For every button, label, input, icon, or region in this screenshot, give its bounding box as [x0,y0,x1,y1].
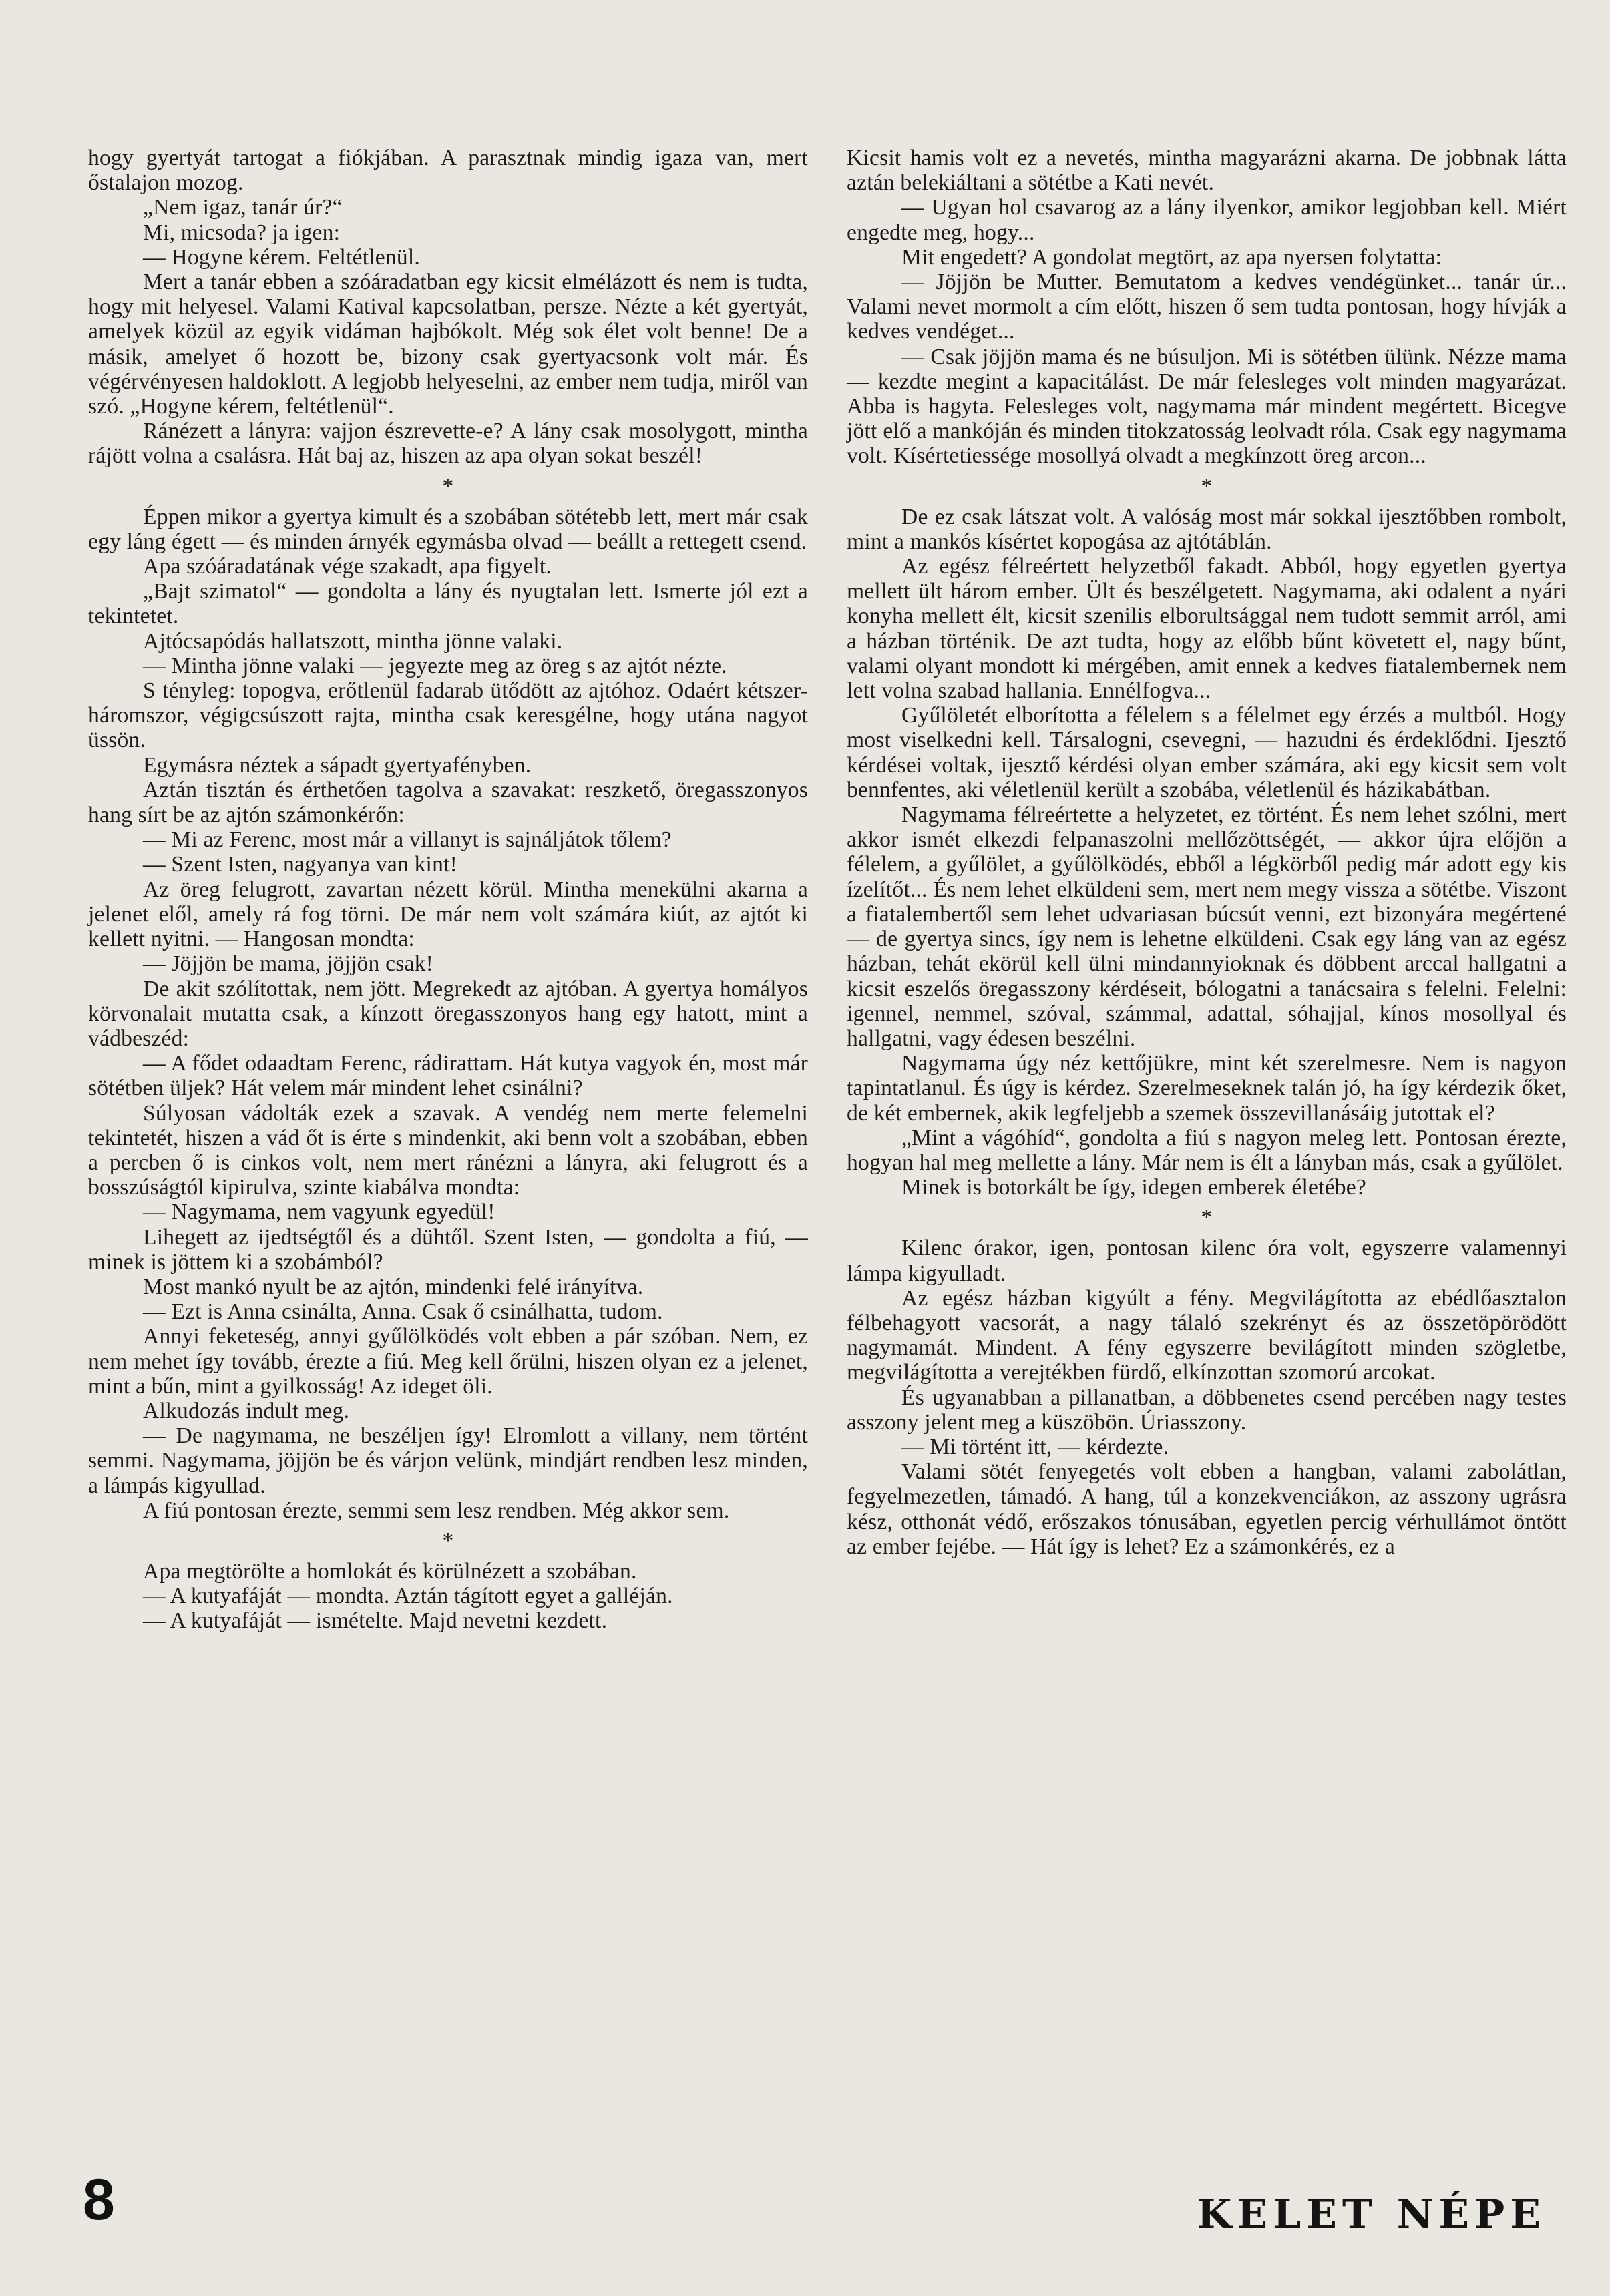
paragraph: Minek is botorkált be így, idegen emberek életébe? [901,1175,1366,1200]
paragraph: Ajtócsapódás hallatszott, mintha jönne valaki. [143,628,563,654]
section-break-asterisk: * [442,1528,454,1553]
paragraph: — Mintha jönne valaki — jegyezte meg az öreg s az ajtót nézte. [143,653,727,678]
paragraph: — A kutyafáját — mondta. Aztán tágított egyet a galléján. [143,1584,673,1609]
paragraph: A fiú pontosan érezte, semmi sem lesz rendben. Még akkor sem. [143,1498,730,1523]
paragraph: Az egész házban kigyúlt a fény. Megvilágította az ebédlőasztalon félbehagyott vacsorát, a nagy tálaló szekrényt és az összetöpörödött nagymamát. Mindent. A fény egyszerre bevilágított minden szögletbe, megvilágította a verejtékben fürdő, elkínzottan szomorú arcokat. [847,1285,1567,1385]
paragraph: — Hogyne kérem. Feltétlenül. [143,244,420,270]
paragraph: Alkudozás indult meg. [143,1398,350,1423]
paragraph: — Jöjjön be Mutter. Bemutatom a kedves vendégünket... tanár úr... Valami nevet mormolt a cím előtt, hiszen ő sem tudta pontosan, hogy hívják a kedves vendéget... [847,270,1567,345]
paragraph: „Nem igaz, tanár úr?“ [143,195,343,220]
paragraph: Az öreg felugrott, zavartan nézett körül. Mintha menekülni akarna a jelenet elől, amely rá fog törni. De már nem volt számára kiút, az ajtót ki kellett nyitni. — Hangosan mondta: [88,877,808,952]
right-column [847,146,1567,1559]
paragraph: — Ezt is Anna csinálta, Anna. Csak ő csinálhatta, tudom. [143,1299,663,1325]
paragraph: — A kutyafáját — ismételte. Majd nevetni kezdett. [143,1608,608,1634]
paragraph: De ez csak látszat volt. A valóság most már sokkal ijesztőbben rombolt, mint a mankós kísértet kopogása az ajtótáblán. [847,504,1567,554]
paragraph: — Jöjjön be mama, jöjjön csak! [143,951,433,977]
paragraph: Az egész félreértett helyzetből fakadt. Abból, hogy egyetlen gyertya mellett ült három ember. Ült és beszélgetett. Nagymama, aki odalent a nyári konyha mellett élt, kicsit szenilis elborultsággal nem tudott semmit arról, ami a házban történik. De azt tudta, hogy az előbb bűnt követett el, nagy bűnt, valami olyant mondott ki mérgében, amit ennek a kedves fiatalembernek nem lett volna szabad hallania. Ennélfogva... [847,554,1567,704]
paragraph: — De nagymama, ne beszéljen így! Elromlott a villany, nem történt semmi. Nagymama, jöjjön be és várjon velünk, mindjárt rendben lesz minden, a lámpás kigyullad. [88,1423,808,1498]
paragraph: Aztán tisztán és érthetően tagolva a szavakat: reszkető, öregasszonyos hang sírt be az ajtón számonkérőn: [88,777,808,828]
section-break-asterisk: * [1201,473,1213,499]
paragraph: Mit engedett? A gondolat megtört, az apa nyersen folytatta: [901,244,1442,270]
publication-title: KELET NÉPE [1197,2191,1546,2238]
paragraph: Ránézett a lányra: vajjon észrevette-e? A lány csak mosolygott, mintha rájött volna a csalásra. Hát baj az, hiszen az apa olyan sokat beszél! [88,419,808,469]
paragraph: Súlyosan vádolták ezek a szavak. A vendég nem merte felemelni tekintetét, hiszen a vád őt is érte s mindenkit, aki benn volt a szobában, ebben a percben ő is cinkos volt, nem mert ránézni a lányra, aki felugrott és a bosszúságtól kipirulva, szinte kiabálva mondta: [88,1100,808,1200]
paragraph: De akit szólítottak, nem jött. Megrekedt az ajtóban. A gyertya homályos körvonalait mutatta csak, a kínzott öregasszonyos hang egy hatott, mint a vádbeszéd: [88,976,808,1051]
paragraph: Nagymama félreértette a helyzetet, ez történt. És nem lehet szólni, mert akkor ismét elkezdi felpanaszolni mellőzöttségét, — akkor újra előjön a félelem, a gyűlölet, a gyűlölködés, ebből a légkörből pedig már adott egy kis ízelítőt... És nem lehet elküldeni sem, mert nem megy vissza a sötétbe. Viszont a fiatalembertől sem lehet udvariasan búcsút venni, ezt bizonyára megértené — de gyertya sincs, így nem is lehetne elküldeni. Csak egy láng van az egész házban, tehát ekörül kell ülni mindannyioknak és döbbent arccal hallgatni a kicsit eszelős öregasszony kérdéseit, bólogatni a tanácsaira s felelni. Felelni: igennel, nemmel, szóval, számmal, adattal, sóhajjal, kínos mosollyal és hallgatni, vagy édesen beszélni. [847,802,1567,1051]
section-break-asterisk: * [442,473,454,499]
paragraph: — Csak jöjjön mama és ne búsuljon. Mi is sötétben ülünk. Nézze mama — kezdte megint a kapacitálást. De már felesleges volt minden magyarázat. Abba is hagyta. Felesleges volt, nagymama már mindent megértett. Bicegve jött elő a mankóján és minden titokzatosság leolvadt róla. Csak egy nagymama volt. Kísértetiessége mosollyá olvadt a megkínzott öreg arcon... [847,344,1567,469]
section-break-asterisk: * [1201,1205,1213,1230]
paragraph: — Szent Isten, nagyanya van kint! [143,852,457,877]
paragraph: Kicsit hamis volt ez a nevetés, mintha magyarázni akarna. De jobbnak látta aztán belekiáltani a sötétbe a Kati nevét. [847,146,1567,196]
paragraph: Apa szóáradatának vége szakadt, apa figyelt. [143,554,552,580]
paragraph: Kilenc órakor, igen, pontosan kilenc óra volt, egyszerre valamennyi lámpa kigyulladt. [847,1236,1567,1286]
paragraph: Apa megtörölte a homlokát és körülnézett a szobában. [143,1558,637,1584]
paragraph: — Nagymama, nem vagyunk egyedül! [143,1200,495,1225]
paragraph: S tényleg: topogva, erőtlenül fadarab ütődött az ajtóhoz. Odaért kétszer-háromszor, végigcsúszott rajta, mintha csak keresgélne, hogy utána nagyot üssön. [88,678,808,753]
paragraph: — A fődet odaadtam Ferenc, rádirattam. Hát kutya vagyok én, most már sötétben üljek? Hát velem már mindent lehet csinálni? [88,1051,808,1101]
paragraph: — Mi történt itt, — kérdezte. [901,1434,1169,1459]
paragraph: Lihegett az ijedtségtől és a dühtől. Szent Isten, — gondolta a fiú, — minek is jöttem ki a szobámból? [88,1224,808,1275]
paragraph: És ugyanabban a pillanatban, a döbbenetes csend percében nagy testes asszony jelent meg a küszöbön. Úriasszony. [847,1385,1567,1435]
paragraph: Nagymama úgy néz kettőjükre, mint két szerelmesre. Nem is nagyon tapintatlanul. És úgy is kérdez. Szerelmeseknek talán jó, ha így kérdezik őket, de két embernek, akik legfeljebb a szemek összevillanásáig jutottak el? [847,1051,1567,1126]
paragraph: Most mankó nyult be az ajtón, mindenki felé irányítva. [143,1274,644,1299]
paragraph: — Mi az Ferenc, most már a villanyt is sajnáljátok tőlem? [143,827,672,853]
paragraph: „Mint a vágóhíd“, gondolta a fiú s nagyon meleg lett. Pontosan érezte, hogyan hal meg mellette a lány. Már nem is élt a lányban más, csak a gyűlölet. [847,1125,1567,1175]
paragraph: „Bajt szimatol“ — gondolta a lány és nyugtalan lett. Ismerte jól ezt a tekintetet. [88,579,808,629]
left-column [88,146,808,1634]
paragraph: Mert a tanár ebben a szóáradatban egy kicsit elmélázott és nem is tudta, hogy mit helyesel. Valami Katival kapcsolatban, persze. Nézte a két gyertyát, amelyek közül az egyik vidáman hajbókolt. Még sok élet volt benne! De a másik, amelyet ő hozott be, bizony csak gyertyacsonk volt már. És végérvényesen haldoklott. A legjobb helyeselni, az ember nem tudja, miről van szó. „Hogyne kérem, feltétlenül“. [88,270,808,419]
paragraph: — Ugyan hol csavarog az a lány ilyenkor, amikor legjobban kell. Miért engedte meg, hogy... [847,195,1567,245]
paragraph: Egymásra néztek a sápadt gyertyafényben. [143,752,532,778]
paragraph: Gyűlöletét elborította a félelem s a félelmet egy érzés a multból. Hogy most viselkedni kell. Társalogni, csevegni, — hazudni és érdeklődni. Ijesztő kérdései voltak, ijesztő kérdési olyan ember számára, aki egy kicsit sem volt bennfentes, aki véletlenül került a szobába, véletlenül és házikabátban. [847,703,1567,802]
page-number: 8 [83,2168,115,2232]
paragraph: hogy gyertyát tartogat a fiókjában. A parasztnak mindig igaza van, mert őstalajon mozog. [88,146,808,196]
paragraph: Annyi feketeség, annyi gyűlölködés volt ebben a pár szóban. Nem, ez nem mehet így tovább, érezte a fiú. Meg kell őrülni, hiszen olyan ez a jelenet, mint a bűn, mint a gyilkosság! Az ideget öli. [88,1324,808,1399]
paragraph: Valami sötét fenyegetés volt ebben a hangban, valami zabolátlan, fegyelmezetlen, támadó. A hang, túl a konzekvenciákon, az asszony ugrásra kész, otthonát védő, erőszakos tónusában, egyetlen percig vérhullámot öntött az ember fejébe. — Hát így is lehet? Ez a számonkérés, ez a [847,1459,1567,1559]
paragraph: Éppen mikor a gyertya kimult és a szobában sötétebb lett, mert már csak egy láng égett — és minden árnyék egymásba olvad — beállt a rettegett csend. [88,504,808,554]
paragraph: Mi, micsoda? ja igen: [143,220,341,245]
